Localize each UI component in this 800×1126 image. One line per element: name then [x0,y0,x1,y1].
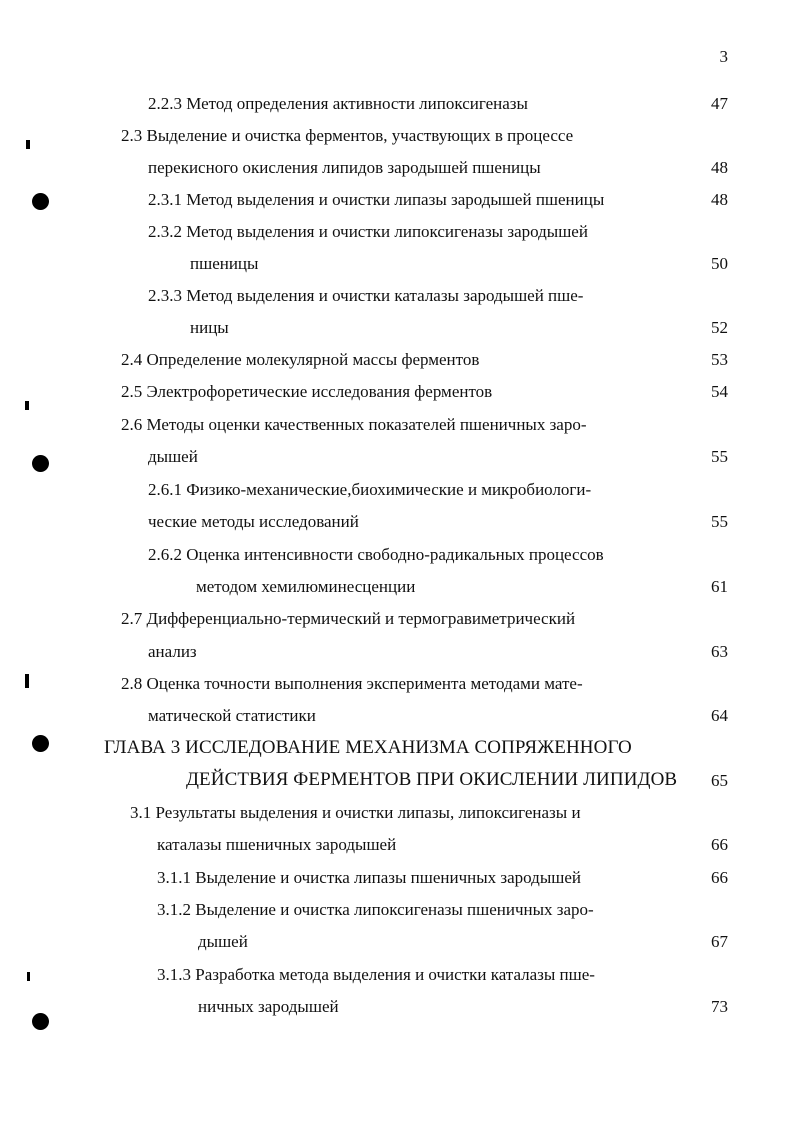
toc-page-number: 54 [711,382,728,401]
toc-page-number: 73 [711,997,728,1016]
toc-entry-3-1-2: 3.1.2 Выделение и очистка липоксигеназы пшеничных заро- [157,900,594,919]
toc-entry-2-8: 2.8 Оценка точности выполнения эксперимента методами мате- [121,674,583,693]
toc-entry-2-6-2: 2.6.2 Оценка интенсивности свободно-радикальных процессов [148,545,604,564]
toc-page-number: 65 [711,771,728,790]
toc-entry-2-6-cont: дышей [148,447,198,466]
punch-hole [32,193,49,210]
scan-speck [25,674,29,688]
toc-page-number: 50 [711,254,728,273]
toc-entry-3-1-3-cont: ничных зародышей [198,997,339,1016]
toc-page-number: 66 [711,868,728,887]
toc-page-number: 53 [711,350,728,369]
toc-page-number: 55 [711,447,728,466]
scan-speck [27,972,30,981]
toc-page-number: 52 [711,318,728,337]
toc-entry-2-5: 2.5 Электрофоретические исследования ферментов [121,382,493,401]
toc-entry-3-1: 3.1 Результаты выделения и очистки липазы, липоксигеназы и [130,803,581,822]
toc-entry-2-6-2-cont: методом хемилюминесценции [196,577,416,596]
punch-hole [32,455,49,472]
toc-page-number: 67 [711,932,728,951]
toc-page-number: 66 [711,835,728,854]
toc-page-number: 61 [711,577,728,596]
toc-entry-2-6-1: 2.6.1 Физико-механические,биохимические и микробиологи- [148,480,592,499]
toc-entry-3-1-2-cont: дышей [198,932,248,951]
toc-entry-2-3-3-cont: ницы [190,318,229,337]
toc-chapter-3: ГЛАВА 3 ИССЛЕДОВАНИЕ МЕХАНИЗМА СОПРЯЖЕННОГО [104,737,632,758]
toc-page-number: 63 [711,642,728,661]
toc-page-number: 64 [711,706,728,725]
toc-entry-2-3-cont: перекисного окисления липидов зародышей пшеницы [148,158,541,177]
toc-entry-2-4: 2.4 Определение молекулярной массы ферментов [121,350,480,369]
toc-entry-2-3-1: 2.3.1 Метод выделения и очистки липазы зародышей пшеницы [148,190,605,209]
toc-entry-3-1-3: 3.1.3 Разработка метода выделения и очистки каталазы пше- [157,965,595,984]
scan-speck [26,140,30,149]
toc-page-number: 48 [711,190,728,209]
page-number: 3 [719,47,728,66]
toc-entry-2-7-cont: анализ [148,642,197,661]
toc-entry-2-8-cont: матической статистики [148,706,316,725]
toc-entry-3-1-cont: каталазы пшеничных зародышей [157,835,397,854]
toc-entry-2-3-2-cont: пшеницы [190,254,259,273]
punch-hole [32,1013,49,1030]
toc-entry-2-6-1-cont: ческие методы исследований [148,512,359,531]
toc-entry-2-6: 2.6 Методы оценки качественных показателей пшеничных заро- [121,415,587,434]
toc-entry-2-3-2: 2.3.2 Метод выделения и очистки липоксигеназы зародышей [148,222,588,241]
toc-entry-2-3-3: 2.3.3 Метод выделения и очистки каталазы зародышей пше- [148,286,584,305]
toc-page-number: 55 [711,512,728,531]
toc-page-number: 47 [711,94,728,113]
toc-page-number: 48 [711,158,728,177]
toc-entry-2-2-3: 2.2.3 Метод определения активности липоксигеназы [148,94,528,113]
toc-entry-2-7: 2.7 Дифференциально-термический и термогравиметрический [121,609,576,628]
scan-speck [25,401,29,410]
toc-entry-2-3: 2.3 Выделение и очистка ферментов, участвующих в процессе [121,126,574,145]
toc-entry-3-1-1: 3.1.1 Выделение и очистка липазы пшеничных зародышей [157,868,581,887]
toc-chapter-3-cont: ДЕЙСТВИЯ ФЕРМЕНТОВ ПРИ ОКИСЛЕНИИ ЛИПИДОВ [186,769,678,790]
punch-hole [32,735,49,752]
